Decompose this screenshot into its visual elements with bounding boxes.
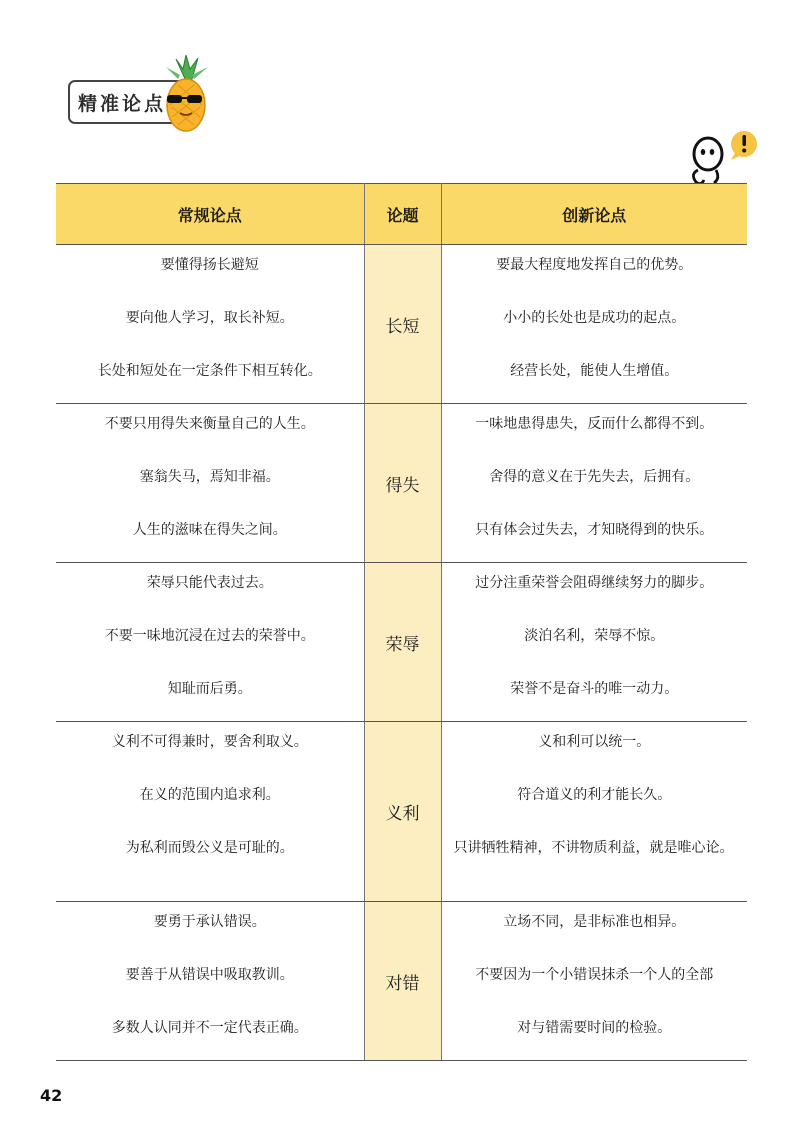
argument-line: 经营长处，能使人生增值。 bbox=[510, 363, 679, 379]
table-row bbox=[56, 563, 747, 722]
argument-line: 符合道义的利才能长久。 bbox=[517, 787, 672, 803]
section-title: 精准论点 bbox=[78, 92, 167, 115]
argument-line: 要懂得扬长避短 bbox=[160, 257, 259, 273]
topic-cell: 义利 bbox=[364, 722, 441, 902]
argument-line: 人生的滋味在得失之间。 bbox=[132, 522, 287, 538]
argument-line: 为私利而毁公义是可耻的。 bbox=[125, 840, 294, 856]
argument-line: 淡泊名利，荣辱不惊。 bbox=[524, 628, 665, 644]
argument-line: 小小的长处也是成功的起点。 bbox=[503, 310, 686, 326]
innovative-cell bbox=[441, 902, 747, 1061]
argument-line: 义和利可以统一。 bbox=[538, 734, 651, 750]
pineapple-mascot-icon bbox=[158, 55, 214, 135]
conventional-cell bbox=[56, 902, 364, 1061]
innovative-cell bbox=[441, 245, 747, 404]
table-row bbox=[56, 404, 747, 563]
header-innovative: 创新论点 bbox=[441, 184, 747, 245]
argument-line: 荣誉不是奋斗的唯一动力。 bbox=[510, 681, 679, 697]
table-row bbox=[56, 722, 747, 902]
argument-line: 要勇于承认错误。 bbox=[153, 914, 266, 930]
argument-line: 塞翁失马，焉知非福。 bbox=[139, 469, 280, 485]
conventional-cell bbox=[56, 245, 364, 404]
argument-line: 多数人认同并不一定代表正确。 bbox=[111, 1020, 308, 1036]
innovative-cell bbox=[441, 404, 747, 563]
conventional-cell bbox=[56, 404, 364, 563]
argument-line: 不要因为一个小错误抹杀一个人的全部 bbox=[475, 967, 714, 983]
argument-line: 在义的范围内追求利。 bbox=[139, 787, 280, 803]
argument-line: 不要只用得失来衡量自己的人生。 bbox=[104, 416, 315, 432]
table-row bbox=[56, 245, 747, 404]
argument-line: 知耻而后勇。 bbox=[167, 681, 252, 697]
topic-cell: 荣辱 bbox=[364, 563, 441, 722]
argument-line: 不要一味地沉浸在过去的荣誉中。 bbox=[104, 628, 315, 644]
argument-line: 要善于从错误中吸取教训。 bbox=[125, 967, 294, 983]
argument-line: 舍得的意义在于先失去，后拥有。 bbox=[489, 469, 700, 485]
argument-line: 长处和短处在一定条件下相互转化。 bbox=[97, 363, 322, 379]
conventional-cell bbox=[56, 563, 364, 722]
innovative-cell bbox=[441, 722, 747, 902]
table-row bbox=[56, 902, 747, 1061]
table-header-row bbox=[56, 184, 747, 245]
topic-cell: 得失 bbox=[364, 404, 441, 563]
innovative-cell bbox=[441, 563, 747, 722]
argument-line: 立场不同，是非标准也相异。 bbox=[503, 914, 686, 930]
topic-cell: 长短 bbox=[364, 245, 441, 404]
conventional-cell bbox=[56, 722, 364, 902]
header-conventional: 常规论点 bbox=[56, 184, 364, 245]
argument-line: 荣辱只能代表过去。 bbox=[146, 575, 273, 591]
argument-table bbox=[56, 183, 747, 1061]
page-number: 42 bbox=[40, 1086, 63, 1105]
argument-line: 只讲牺牲精神，不讲物质利益，就是唯心论。 bbox=[453, 840, 734, 856]
argument-line: 义利不可得兼时，要舍利取义。 bbox=[111, 734, 308, 750]
header-topic: 论题 bbox=[364, 184, 441, 245]
topic-cell: 对错 bbox=[364, 902, 441, 1061]
argument-line: 要最大程度地发挥自己的优势。 bbox=[496, 257, 693, 273]
argument-line: 一味地患得患失，反而什么都得不到。 bbox=[475, 416, 714, 432]
argument-line: 过分注重荣誉会阻碍继续努力的脚步。 bbox=[475, 575, 714, 591]
argument-line: 对与错需要时间的检验。 bbox=[517, 1020, 672, 1036]
argument-line: 要向他人学习，取长补短。 bbox=[125, 310, 294, 326]
argument-line: 只有体会过失去，才知晓得到的快乐。 bbox=[475, 522, 714, 538]
